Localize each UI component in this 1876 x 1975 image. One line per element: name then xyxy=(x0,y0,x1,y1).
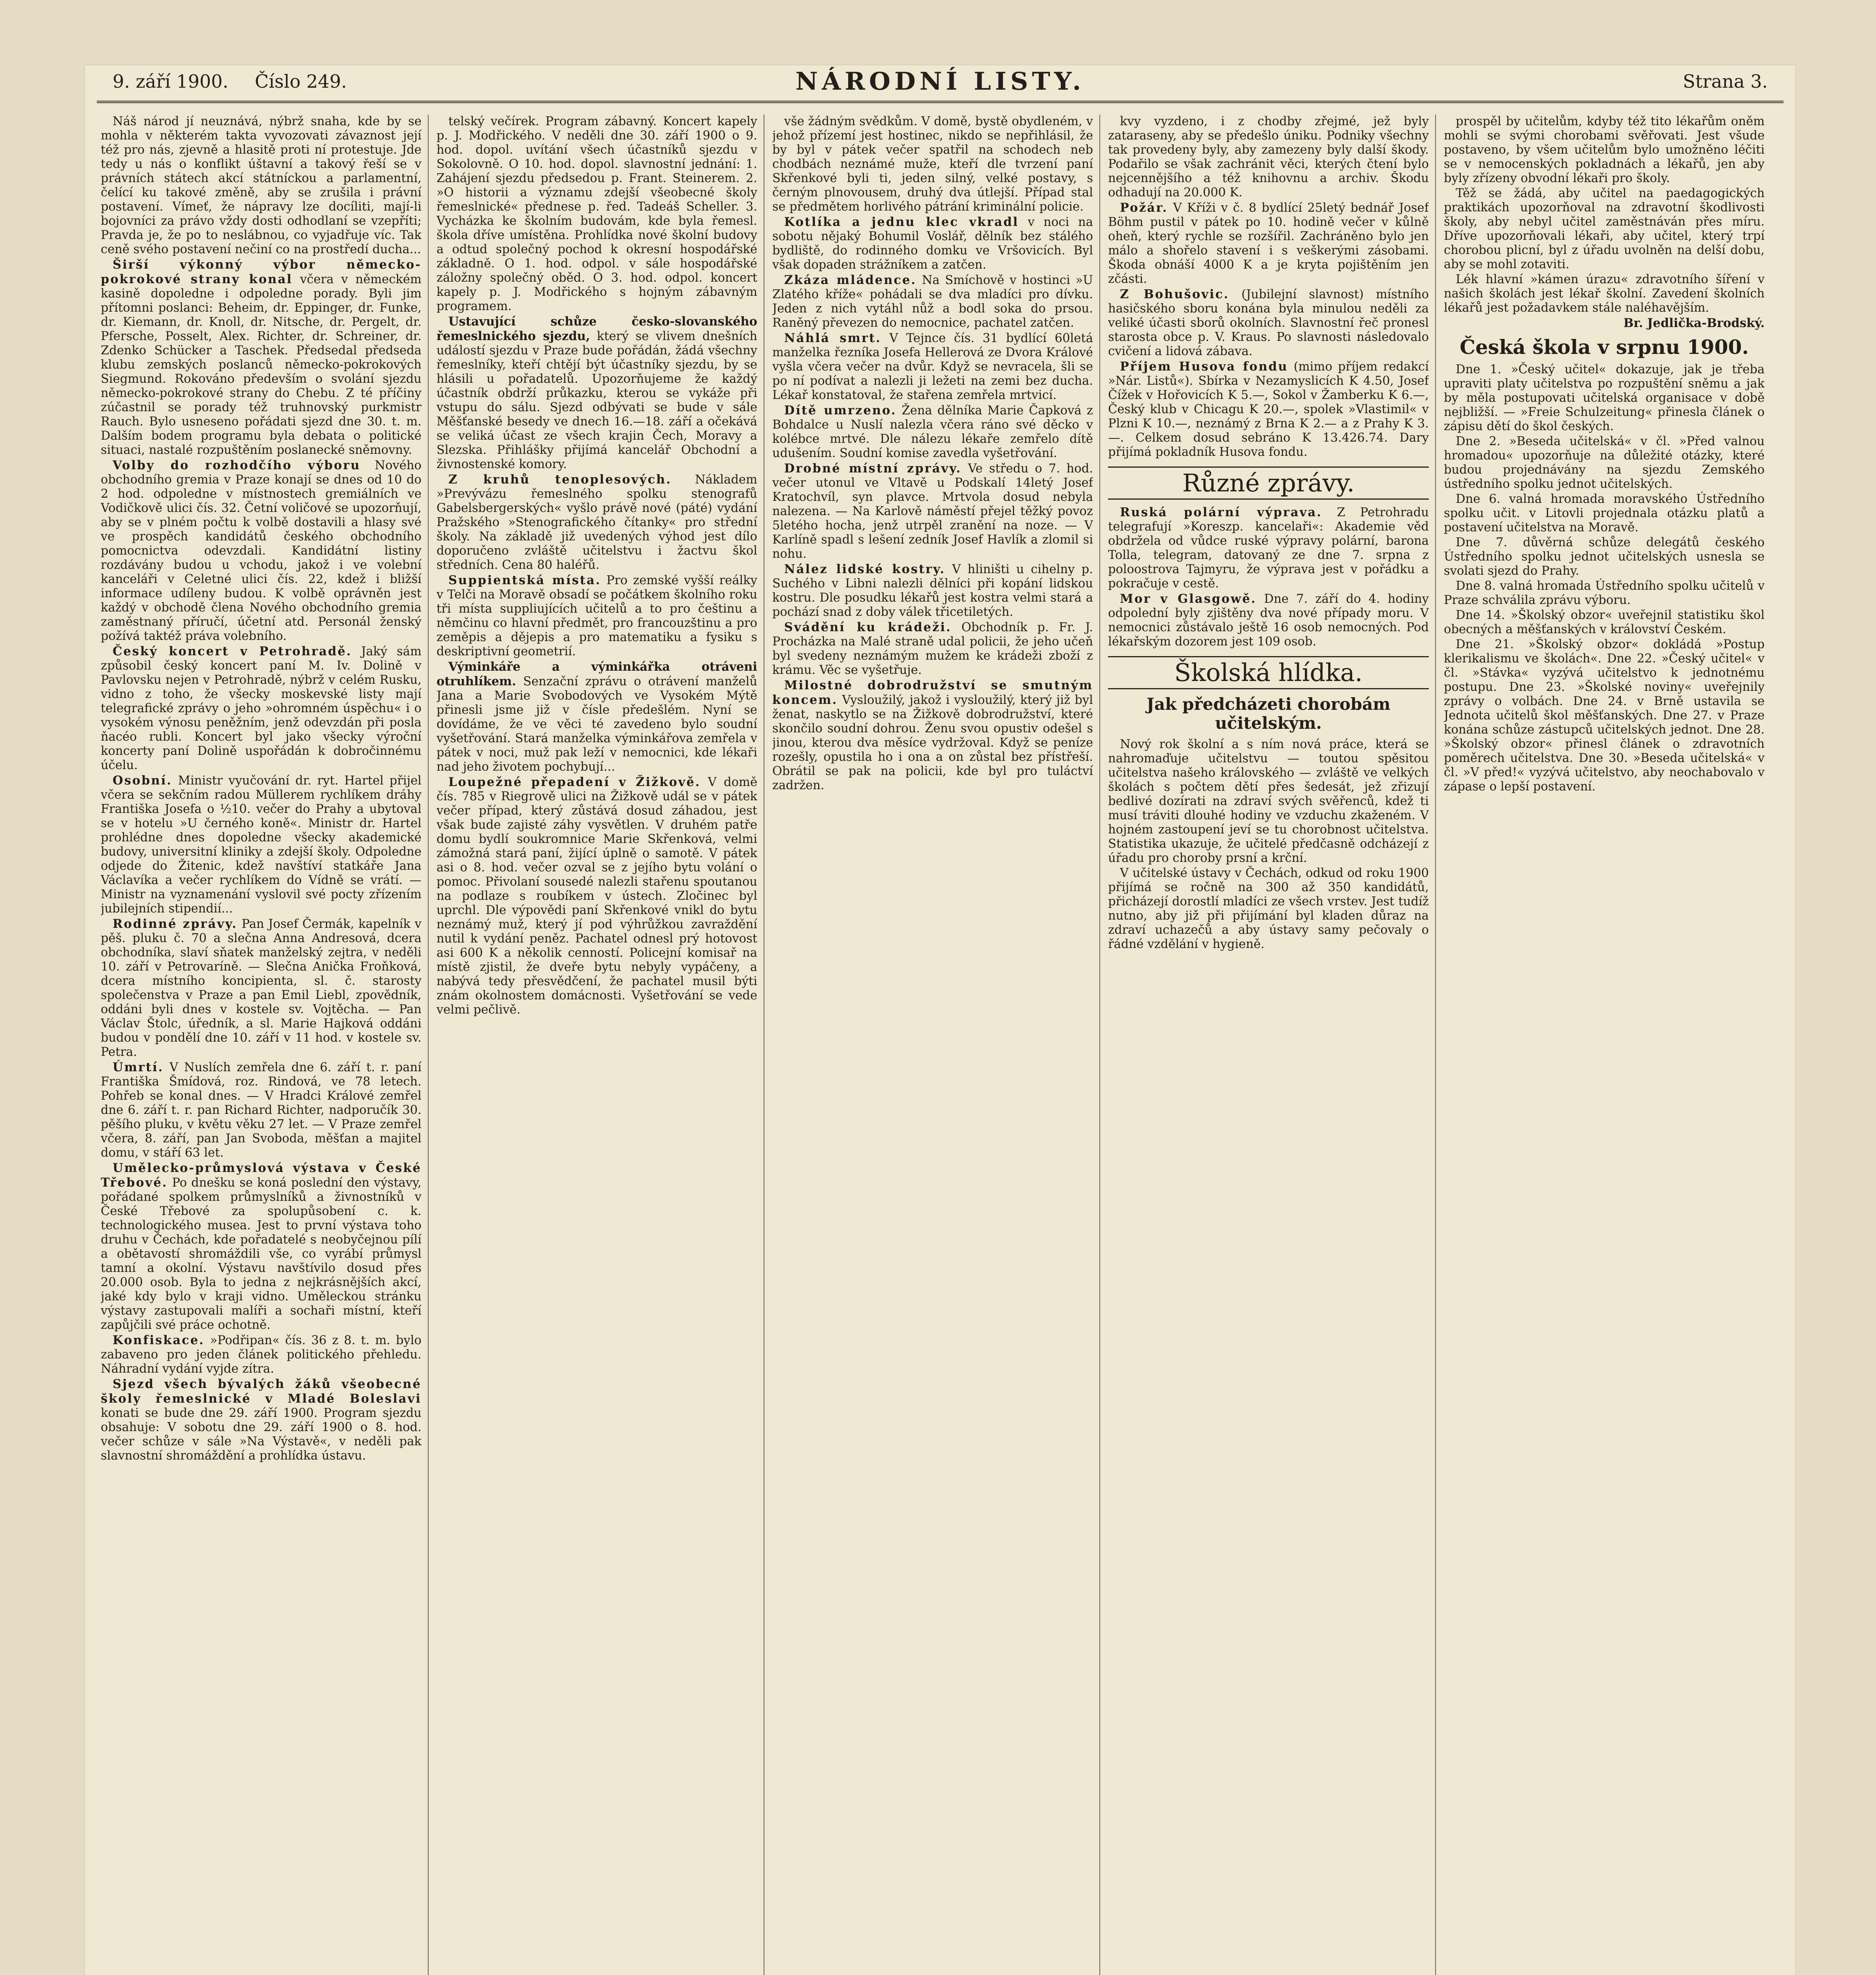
article-paragraph: vše žádným svědkům. V domě, bystě obydleném, v jehož přízemí jest hostinec, nikdo se nepřihlásil, že by byl v pátek večer spatřil na schodech neb chodbách neznámé muže, kteří dle tvrzení paní Skřenkové byli ti, jeden silný, velké postavy, s černým plnovousem, druhý dva útlejší. Případ stal se předmětem horlivého pátrání kriminální policie. xyxy=(772,115,1093,214)
article-heading: Výminkáře a výminkářka otráveni otruhlíkem. xyxy=(437,660,757,688)
article-paragraph: V domě čís. 785 v Riegrově ulici na Žižkově udál se v pátek večer případ, který zůstává dosud záhadou, jest však bude zajisté záhy vysvětlen. V druhém patře domu bydlí soukromnice Marie Skřenková, velmi zámožná stará paní, žijící úplně o samotě. V pátek asi o 8. hod. večer ozval se z jejího bytu volání o pomoc. Přivolaní sousedé nalezli stařenu spoutanou na podlaze s roubíkem v ústech. Zločinec byl uprchl. Dle výpovědi paní Skřenkové vnikl do bytu neznámý muž, který jí pod výhrůžkou zavraždění nutil k vydání peněz. Pachatel odnesl prý hotovost asi 600 K a několik cenností. Policejní komisař na místě zjistil, že dveře bytu nebyly vypáčeny, a nabývá tedy přesvědčení, že pachatel musil býti znám okolnostem domácnosti. Vyšetřování se vede velmi pečlivě. xyxy=(437,775,757,1017)
article-paragraph: Nákladem »Prevývázu řemeslného spolku stenografů Gabelsbergerských« vyšlo právě nové (páté) vydání Pražského »Stenografického čítanky« pro střední školy. Na základě již uvedených výhod jest dílo doporučeno zvláště učitelstvu i žactvu škol středních. Cena 80 haléřů. xyxy=(437,473,757,572)
article-heading: Osobní. xyxy=(113,773,172,788)
article-paragraph: Náš národ jí neuznává, nýbrž snaha, kde by se mohla v některém takta vyvozovati závaznost její též pro nás, zjevně a hlasitě proti ní protestuje. Jde tedy u nás o konflikt úštavní a takový řeší se v právních státech akcí státníckou a parlamentní, čelící ku takové změně, aby se zrušila i právní postavení. Vímeť, že nápravy lze docíliti, mají-li bojovníci za právo vždy dosti odhodlaní se vzepříti; Pravda je, že po to neslábnou, co vyjadřuje víc. Tak ceně svého postavení nečiní co na prostředí ducha... xyxy=(101,115,421,256)
article-heading: Svádění ku krádeži. xyxy=(784,620,952,634)
article-paragraph: Žena dělníka Marie Čapková z Bohdalce u Nuslí nalezla včera ráno své děcko v kolébce mrtvé. Dle nálezu lékaře zemřelo dítě udušením. Soudní komise zavedla vyšetřování. xyxy=(772,404,1093,460)
article-paragraph: »Podřipan« čís. 36 z 8. t. m. bylo zabaveno pro jeden článek politického přehledu. Náhradní vydání vyjde zítra. xyxy=(101,1334,421,1376)
newspaper-page xyxy=(85,65,1795,1975)
column-divider xyxy=(428,115,429,1975)
column-3 xyxy=(772,115,1093,1975)
article-paragraph: V učitelské ústavy v Čechách, odkud od roku 1900 přijímá se ročně na 300 až 350 kandidátů, přicházejí dorostlí mladíci ze všech vrstev. Jest tudíž nutno, aby již při přijímání byl kladen důraz na zdraví uchazečů a aby ústavy samy pečovaly o řádné vzdělání v hygieně. xyxy=(1108,866,1429,951)
article-heading: Loupežné přepadení v Žižkově. xyxy=(448,775,701,789)
article-heading: Úmrtí. xyxy=(113,1060,164,1074)
article-heading: Suppientská místa. xyxy=(448,573,601,587)
article-heading: Širší výkonný výbor německo-pokrokové strany konal xyxy=(101,258,421,286)
column-5 xyxy=(1444,115,1765,1975)
article-paragraph: (mimo příjem redakcí »Nár. Listů«). Sbírka v Nezamyslicích K 4.50, Josef Čížek v Hořovicích K 5.—, Sokol v Žamberku K 6.—, Český klub v Chicagu K 20.—, spolek »Vlastimil« v Plzni K 10.—, neznámý z Brna K 2.— a z Prahy K 3.—. Celkem dosud sebráno K 13.426.74. Dary přijímá pokladník Husova fondu. xyxy=(1108,360,1429,459)
page-header xyxy=(97,65,1784,103)
article-heading: Ustavující schůze česko-slovanského řemeslnického sjezdu, xyxy=(437,314,757,343)
article-paragraph: V hliništi u cihelny p. Suchého v Libni nalezli dělníci při kopání lidskou kostru. Dle posudku lékařů jest kostra velmi stará a pochází snad z doby válek třicetiletých. xyxy=(772,562,1093,619)
column-divider xyxy=(1435,115,1436,1975)
article-heading: Mor v Glasgowě. xyxy=(1120,592,1257,606)
article-paragraph: Dne 7. září do 4. hodiny odpolední byly zjištěny dva nové případy moru. V nemocnici zůstávalo ještě 16 osob nemocných. Pod lékařským dozorem jest 109 osob. xyxy=(1108,592,1429,649)
article-paragraph: V Tejnce čís. 31 bydlící 60letá manželka řezníka Josefa Hellerová ze Dvora Králové vyšla včera večer na dvůr. Když se nevracela, šli se po ní podívat a nalezli ji ležeti na zemi bez ducha. Lékař konstatoval, že stařena zemřela mrtvicí. xyxy=(772,331,1093,402)
article-paragraph: Dne 2. »Beseda učitelská« v čl. »Před valnou hromadou« upozorňuje na důležité otázky, které budou projednávány na sjezdu Zemského ústředního spolku jednot učitelských. xyxy=(1444,434,1765,491)
article-heading: Dítě umrzeno. xyxy=(784,403,897,418)
article-paragraph: který se vlivem dnešních událostí sjezdu v Praze bude pořádán, žádá všechny řemeslníky, kteří chtějí být účastníky sjezdu, by se hlásili u pořadatelů. Upozorňujeme že každý účastník obdrží průkazku, kterou se vykáže při vstupu do sálu. Sjezd odbývati se bude v sále Měšťanské besedy ve dnech 16.—18. září a očekává se veliká účast ze všech krajin Čech, Moravy a Slezska. Přihlášky přijímá kancelář Obchodní a živnostenské komory. xyxy=(437,329,757,471)
column-divider xyxy=(1099,115,1100,1975)
issue-date: 9. září 1900. xyxy=(113,71,229,92)
article-paragraph: Jaký sám způsobil český koncert paní M. Iv. Dolině v Pavlovsku nejen v Petrohradě, nýbrž v celém Rusku, vidno z toho, že všecky moskevské listy mají telegrafické zprávy o jeho »ohromném úspěchu« i o vysokém výnosu peněžním, jenž odevzdán při posla ňacéo rubli. Koncert byl jako všecky výroční koncerty paní Dolině uspořádán k dobročinnému účelu. xyxy=(101,645,421,772)
article-paragraph: Ministr vyučování dr. ryt. Hartel přijel včera se sekčním radou Müllerem rychlíkem dráhy Františka Josefa o ½10. večer do Prahy a ubytoval se v hotelu »U černého koně«. Ministr dr. Hartel prohlédne dnes dopoledne všecky akademické budovy, universitní kliniky a zdejší školy. Odpoledne odjede do Žitenic, kdež navštíví statkáře Jana Václavíka a večer rychlíkem do Vídně se vrátí. — Ministr na vyznamenání vyslovil své pocty zřízením jubilejních stipendií... xyxy=(101,774,421,916)
article-paragraph: Dne 6. valná hromada moravského Ústředního spolku učit. v Litovli projednala otázku platů a postavení učitelstva na Moravě. xyxy=(1444,492,1765,534)
article-paragraph: Pro zemské vyšší reálky v Telči na Moravě obsadí se počátkem školního roku tři místa suppliujících učitelů a to pro češtinu a němčinu co hlavní předmět, pro francouzštinu a pro zeměpis a dějepis a pro matematiku a fysiku s deskriptivní geometrií. xyxy=(437,574,757,658)
article-paragraph: Na Smíchově v hostinci »U Zlatého kříže« pohádali se dva mladíci pro dívku. Jeden z nich vytáhl nůž a bodl soka do prsou. Raněný převezen do nemocnice, pachatel zatčen. xyxy=(772,273,1093,330)
article-heading: Český koncert v Petrohradě. xyxy=(113,644,352,658)
article-heading: Rodinné zprávy. xyxy=(113,917,237,931)
article-paragraph: Dne 21. »Školský obzor« dokládá »Postup klerikalismu ve školách«. Dne 22. »Český učitel« v čl. »Stávka« vyzývá učitelstvo k jednotnému postupu. Dne 23. »Školské noviny« uveřejnily zprávy o volbách. Dne 24. v Brně ustavila se Jednota učitelů škol měšťanských. Dne 27. v Praze konána schůze zástupců učitelských jednot. Dne 28. »Školský obzor« přinesl článek o zdravotních poměrech učitelstva. Dne 30. »Beseda učitelská« v čl. »V před!« vyzývá učitelstvo, aby neochabovalo v zápase o lepší postavení. xyxy=(1444,638,1765,794)
article-heading: Umělecko-průmyslová výstava v České Třebové. xyxy=(101,1161,421,1190)
article-paragraph: Vysloužilý, jakož i vysloužilý, který již byl ženat, naskytlo se na Žižkově dobrodružství, které skončilo soudní dohrou. Ženu svou opustiv odešel s jinou, kterou dva měsíce vydržoval. Když se peníze rozešly, opustila ho i ona a on zůstal bez přístřeší. Obrátil se pak na policii, kde byl pro tuláctví zadržen. xyxy=(772,693,1093,792)
article-heading: Náhlá smrt. xyxy=(784,331,881,345)
article-heading: Příjem Husova fondu xyxy=(1120,359,1288,374)
article-heading: Drobné místní zprávy. xyxy=(784,461,962,476)
article-heading: Z Bohušovic. xyxy=(1120,287,1229,301)
article-heading: Sjezd všech bývalých žáků všeobecné školy řemeslnické v Mladé Boleslavi xyxy=(101,1377,421,1406)
article-paragraph: telský večírek. Program zábavný. Koncert kapely p. J. Modřického. V neděli dne 30. září 1900 o 9. hod. dopol. uvítání všech účastníků sjezdu v Sokolovně. O 10. hod. dopol. slavnostní jednání: 1. Zahájení sjezdu předsedou p. Frant. Steinerem. 2. »O historii a významu zdejší všeobecné školy řemeslnické« přednese p. řed. Tadeáš Scheller. 3. Vycházka ke školním budovám, kde byla řemesl. škola dříve umístěna. Prohlídka nové školní budovy a odtud společný pochod k okresní hospodářské základně. O 1. hod. odpol. v sále hospodářské záložny společný oběd. O 3. hod. odpol. koncert kapely p. J. Modřického s hojným zábavným programem. xyxy=(437,115,757,313)
article-heading: Volby do rozhodčího výboru xyxy=(113,458,361,472)
article-title: Jak předcházeti chorobám učitelským. xyxy=(1146,694,1391,733)
article-paragraph: Senzační zprávu o otrávení manželů Jana a Marie Svobodových ve Vysokém Mýtě přinesli jsme již v čísle předešlém. Nyní se dovídáme, že ve věci té zavedeno bylo soudní vyšetřování. Stará manželka výminkářova zemřela v pátek v noci, muž pak leží v nemocnici, kde lékaři nad jeho životem pochybují... xyxy=(437,675,757,774)
article-paragraph: (Jubilejní slavnost) místního hasičského sboru konána byla minulou neděli za veliké účasti sborů okolních. Slavnostní řeč pronesl starosta obce p. V. Kraus. Po slavnosti následovalo cvičení a lidová zábava. xyxy=(1108,288,1429,358)
section-title: Česká škola v srpnu 1900. xyxy=(1460,335,1749,359)
article-heading: Nález lidské kostry. xyxy=(784,562,945,576)
article-paragraph: Nový rok školní a s ním nová práce, která se nahromaďuje učitelstvu — toutou spěsitou učitelstva našeho královského — zvláště ve velkých školách s počtem dětí přes šedesát, jež zřizují bedlivé dozírati na zdraví svých svěřenců, kdež ti musí tráviti dlouhé hodiny ve vzduchu zkaženém. V hojném zastoupení jeví se tu chorobnost učitelstva. Statistika ukazuje, že učitelé předčasně odcházejí z úřadu pro choroby prsní a krční. xyxy=(1108,737,1429,865)
section-title: Různé zprávy. xyxy=(1108,466,1429,500)
section-title: Školská hlídka. xyxy=(1108,656,1429,689)
article-paragraph: Pan Josef Čermák, kapelník v pěš. pluku č. 70 a slečna Anna Andresová, dcera obchodníka, slaví sňatek manželský zejtra, v neděli 10. září v Petrovaríně. — Slečna Anička Froňková, dcera místního koncipienta, sl. č. starosty společenstva v Praze a pan Emil Liebl, zpovědník, oddáni byli dnes v kostele sv. Vojtěcha. — Pan Václav Štolc, úředník, a sl. Marie Hajková oddáni budou v pondělí dne 10. září v 11 hod. v kostele sv. Petra. xyxy=(101,917,421,1059)
article-heading: Milostné dobrodružství se smutným koncem. xyxy=(772,678,1093,707)
article-paragraph: kvy vyzdeno, i z chodby zřejmé, jež byly zataraseny, aby se předešlo úniku. Podniky všechny tak provedeny byly, aby zamezeny byly další škody. Podařilo se však zachránit věci, kterých čtení bylo nejcennějšího a též knihovnu a archiv. Škodu odhadují na 20.000 K. xyxy=(1108,115,1429,199)
article-paragraph: Lék hlavní »kámen úrazu« zdravotního šíření v našich školách jest lékař školní. Zavedení školních lékařů jest požadavkem stále naléhavějším. xyxy=(1444,273,1765,315)
article-heading: Kotlíka a jednu klec vkradl xyxy=(784,215,1019,229)
article-paragraph: včera v německém kasině dopoledne i odpoledne porady. Byli jim přítomni poslanci: Beheim, dr. Eppinger, dr. Funke, dr. Kiemann, dr. Knoll, dr. Nitsche, dr. Pergelt, dr. Pfersche, Posselt, Alex. Richter, dr. Schreiner, dr. Zdenko Schücker a Taschek. Předsedal předseda klubu zemských poslanců německo-pokrokových Siegmund. Rokováno především o svolání sjezdu německo-pokrokové strany do Chebu. Z té příčiny zúčastnil se porady též truhnovský purkmistr Rauch. Bylo usneseno pořádati sjezd dne 30. t. m. Dalším bodem programu byla debata o politické situaci, nastalé rozpuštěním poslanecké sněmovny. xyxy=(101,273,421,457)
article-paragraph: Z Petrohradu telegrafují »Koreszp. kancelaři«: Akademie věd obdržela od vůdce ruské výpravy polární, barona Tolla, telegram, datovaný ze dne 7. srpna z poloostrova Tajmyru, že výprava jest v pořádku a pokračuje v cestě. xyxy=(1108,506,1429,591)
issue-number: Číslo 249. xyxy=(255,71,347,92)
newspaper-title: NÁRODNÍ LISTY. xyxy=(795,67,1085,96)
article-paragraph: Obchodník p. Fr. J. Procházka na Malé straně udal policii, že jeho učeň byl svedeny neznámým mužem ke krádeži zboží z krámu. Věc se vyšetřuje. xyxy=(772,621,1093,677)
article-paragraph: Těž se žádá, aby učitel na paedagogických praktikách upozorňoval na zdravotní škodlivosti školy, aby nebyl učitel zaměstnáván přes míru. Dříve upozorňovali lékaři, aby učitel, který trpí chorobou plicní, byl z úřadu uvolněn na delší dobu, aby se mohl zotaviti. xyxy=(1444,186,1765,271)
article-paragraph: Dne 7. důvěrná schůze delegátů českého Ústředního spolku jednot učitelských usnesla se svolati sjezd do Prahy. xyxy=(1444,536,1765,578)
column-2 xyxy=(437,115,757,1975)
article-paragraph: v noci na sobotu nějaký Bohumil Voslář, dělník bez stálého bydliště, do rodinného domku ve Vršovicích. Byl však dopaden strážníkem a zatčen. xyxy=(772,215,1093,272)
column-4 xyxy=(1108,115,1429,1975)
article-paragraph: Dne 1. »Český učitel« dokazuje, jak je třeba upraviti platy učitelstva po rozpuštění sněmu a jak by měla postupovati učitelská organisace v době nejbližší. — »Freie Schulzeitung« přinesla článek o zápisu dětí do škol českých. xyxy=(1444,363,1765,433)
page-number: Strana 3. xyxy=(1683,71,1768,92)
author-signature: Br. Jedlička-Brodský. xyxy=(1623,316,1765,330)
column-1 xyxy=(101,115,421,1975)
article-paragraph: Ve středu o 7. hod. večer utonul ve Vltavě u Podskalí 14letý Josef Kratochvíl, syn plavce. Mrtvola dosud nebyla nalezena. — Na Karlově náměstí přejel těžký povoz 5letého hocha, jenž utrpěl zranění na noze. — V Karlíně spadl s lešení zedník Josef Havlík a zlomil si nohu. xyxy=(772,462,1093,561)
article-heading: Ruská polární výprava. xyxy=(1120,505,1322,519)
article-paragraph: konati se bude dne 29. září 1900. Program sjezdu obsahuje: V sobotu dne 29. září 1900 o 8. hod. večer schůze v sále »Na Výstavě«, v neděli pak slavnostní shromáždění a prohlídka ústavu. xyxy=(101,1406,421,1463)
article-paragraph: Dne 8. valná hromada Ústředního spolku učitelů v Praze schválila zprávu výboru. xyxy=(1444,579,1765,607)
article-heading: Požár. xyxy=(1120,201,1168,215)
article-paragraph: Dne 14. »Školský obzor« uveřejnil statistiku škol obecných a měšťanských v království Českém. xyxy=(1444,608,1765,636)
article-heading: Konfiskace. xyxy=(113,1333,205,1347)
article-paragraph: V Kříži v č. 8 bydlící 25letý bednář Josef Böhm pustil v pátek po 10. hodině večer v kůlně oheň, který rychle se rozšířil. Zachráněno bylo jen málo a shořelo stavení i s veškerými zásobami. Škoda obnáší 4000 K a je kryta pojištěním jen zčásti. xyxy=(1108,201,1429,286)
article-heading: Zkáza mládence. xyxy=(784,273,916,287)
article-paragraph: Nového obchodního gremia v Praze konají se dnes od 10 do 2 hod. odpoledne v místnostech gremiálních ve Vodičkově ulici čís. 32. Četní voličové se upozorňují, aby se v plném počtu k volbě dostavili a hlasy své ve prospěch kandidátů českého obchodního pomocnictva odevzdali. Kandidátní listiny rozdávány budou u vchodu, jakož i ve volební kanceláři v Celetné ulici čís. 22, kdež i bližší informace udíleny budou. K volbě oprávněn jest každý v obchodě člena Nového obchodního gremia zaměstnaný příručí, účetní atd. Personál ženský požívá taktéž práva volebního. xyxy=(101,459,421,643)
article-heading: Z kruhů tenoplesových. xyxy=(448,472,672,487)
article-paragraph: V Nuslích zemřela dne 6. září t. r. paní Františka Šmídová, roz. Rindová, ve 78 letech. Pohřeb se konal dnes. — V Hradci Králové zemřel dne 6. září t. r. pan Richard Richter, nadporučík 30. pěšího pluku, v květu věku 27 let. — V Praze zemřel včera, 8. září, pan Jan Svoboda, měšťan a majitel domu, v stáří 63 let. xyxy=(101,1061,421,1160)
article-paragraph: prospěl by učitelům, kdyby též tito lékařům oněm mohli se svými chorobami svěřovati. Jest všude postaveno, by všem učitelům bylo umožněno léčiti se v nemocenských pokladnách a lékařů, jen aby byly zřízeny obvodní lékaři pro školy. xyxy=(1444,115,1765,185)
article-paragraph: Po dnešku se koná poslední den výstavy, pořádané spolkem průmyslníků a živnostníků v České Třebové za spolupůsobení c. k. technologického musea. Jest to první výstava toho druhu v Čechách, kde pořadatelé s neobyčejnou pílí a obětavostí shromáždili vše, co vyrábí průmysl tamní a okolní. Výstavu navštívilo dosud přes 20.000 osob. Byla to jedna z nejkrásnějších akcí, jaké kdy bylo v kraji vidno. Uměleckou stránku výstavy zastupovali malíři a sochaři místní, kteří zapůjčili své práce ochotně. xyxy=(101,1176,421,1332)
